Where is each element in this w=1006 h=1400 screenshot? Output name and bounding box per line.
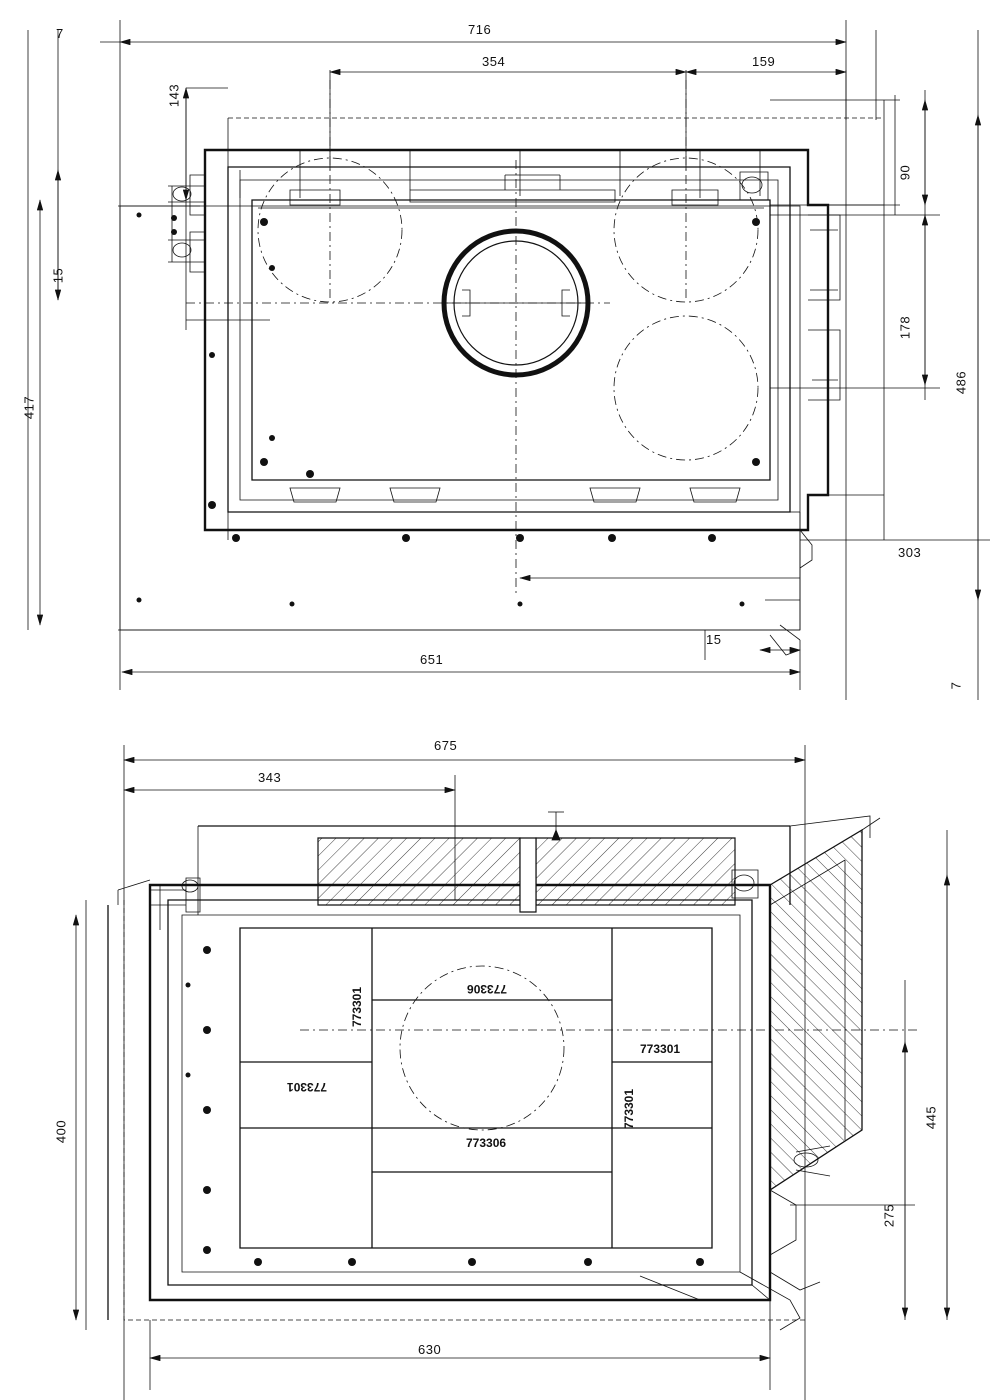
dim-top-7b: 7 [948,681,964,690]
dim-bottom-630: 630 [418,1342,442,1357]
part-label-right: 773301 [640,1042,681,1056]
part-label-bottom-center: 773306 [466,1136,507,1150]
dim-top-651: 651 [420,652,444,667]
dim-bottom-445: 445 [923,1105,939,1130]
dim-top-303: 303 [898,545,922,560]
dim-top-15b: 15 [706,632,722,647]
dim-bottom-675: 675 [434,738,458,753]
bottom-view-geometry [76,745,947,1400]
top-view-geometry [28,20,990,700]
dim-top-417: 417 [21,395,37,420]
part-label-top-left: 773301 [350,986,364,1028]
dim-top-354: 354 [482,54,506,69]
part-label-left: 773301 [286,1080,328,1094]
part-label-right-vertical: 773301 [622,1088,636,1130]
dim-top-143: 143 [166,83,182,108]
dim-bottom-400: 400 [53,1119,69,1144]
dim-bottom-343: 343 [258,770,282,785]
dim-top-716: 716 [468,22,492,37]
dim-top-90: 90 [897,164,913,181]
dim-bottom-275: 275 [881,1203,897,1228]
part-label-center-top: 773306 [466,982,508,996]
dim-top-178: 178 [897,315,913,340]
dim-top-7: 7 [56,26,64,41]
dim-top-159: 159 [752,54,776,69]
dim-top-15: 15 [50,267,66,284]
dim-top-486: 486 [953,370,969,395]
